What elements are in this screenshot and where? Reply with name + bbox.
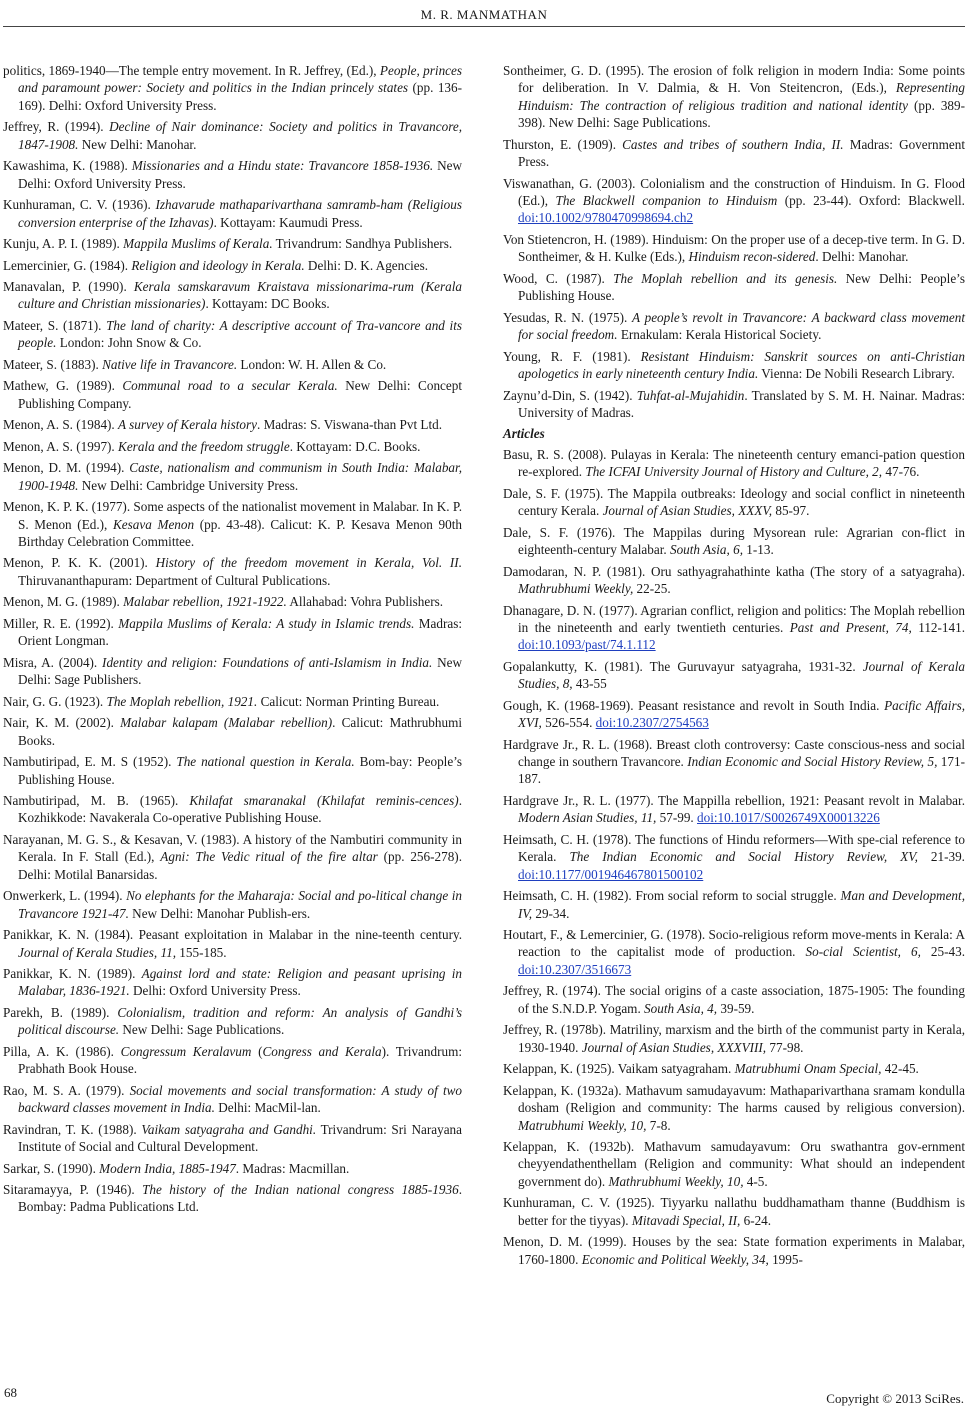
reference-entry: Viswanathan, G. (2003). Colonialism and the construction of Hinduism. In G. Flood (Ed.), The Blackwell companion to Hinduism (pp. 23-44). Oxford: Blackwell. doi:10.1002/9780470998694.ch2 <box>503 175 965 226</box>
reference-entry: Lemercinier, G. (1984). Religion and ideology in Kerala. Delhi: D. K. Agencies. <box>3 257 429 273</box>
reference-entry: Miller, R. E. (1992). Mappila Muslims of Kerala: A study in Islamic trends. Madras: Orient Longman. <box>3 615 462 649</box>
reference-entry: Dale, S. F. (1976). The Mappilas during Mysorean rule: Agrarian con-flict in eighteenth-century Malabar. South Asia, 6, 1-13. <box>503 524 965 558</box>
reference-entry: Kunhuraman, C. V. (1936). Izhavarude mathaparivarthana samramb-ham (Religious conversion enterprise of the Izhavas). Kottayam: Kaumudi Press. <box>3 197 462 230</box>
reference-entry: Menon, D. M. (1999). Houses by the sea: State formation experiments in Malabar, 1760-1800. Economic and Political Weekly, 34, 1995- <box>503 1234 965 1267</box>
reference-entry: Heimsath, C. H. (1978). The functions of Hindu reformers—With spe-cial reference to Kerala. The Indian Economic and Social History Review, XV, 21-39. doi:10.1177/001946467801500102 <box>503 831 965 882</box>
reference-entry: Narayanan, M. G. S., & Kesavan, V. (1983). A history of the Nambutiri community in Kerala. In F. Stall (Ed.), Agni: The Vedic ritual of the fire altar (pp. 256-278). Delhi: Motilal Banarsidas. <box>3 831 462 882</box>
doi-link[interactable]: doi:10.1017/S0026749X00013226 <box>697 810 880 826</box>
reference-entry: Kelappan, K. (1932b). Mathavum samudayavum: Oru swathantra gov-ernment cheyyendathenthellam (Religion and community: What should an independent government do). Mathrubhumi Weekly, 10, 4-5. <box>503 1139 965 1189</box>
reference-entry: Kelappan, K. (1932a). Mathavum samudayavum: Mathaparivarthana sramam kondulla dosham (Religion and community: The harms caused by religious conversion). Matrubhumi Weekly, 10, 7-8. <box>503 1082 965 1133</box>
reference-entry: Ravindran, T. K. (1988). Vaikam satyagraha and Gandhi. Trivandrum: Sri Narayana Institute of Social and Cultural Development. <box>3 1121 463 1155</box>
right-column <box>503 62 965 1272</box>
reference-entry: Mateer, S. (1871). The land of charity: A descriptive account of Tra-vancore and its people. London: John Snow & Co. <box>3 317 462 351</box>
book-references <box>503 62 965 421</box>
reference-entry: Heimsath, C. H. (1982). From social reform to social struggle. Man and Development, IV, 29-34. <box>503 888 965 921</box>
reference-entry: Onwerkerk, L. (1994). No elephants for the Maharaja: Social and po-litical change in Travancore 1921-47. New Delhi: Manohar Publish-ers. <box>3 888 462 921</box>
reference-entry: Kunju, A. P. I. (1989). Mappila Muslims of Kerala. Trivandrum: Sandhya Publishers. <box>3 236 453 252</box>
reference-entry: Pilla, A. K. (1986). Congressum Keralavum (Congress and Kerala). Trivandrum: Prabhath Book House. <box>3 1043 462 1077</box>
reference-entry: Sarkar, S. (1990). Modern India, 1885-1947. Madras: Macmillan. <box>3 1160 350 1176</box>
left-column <box>3 62 462 1220</box>
reference-entry: Jeffrey, R. (1974). The social origins of a caste association, 1875-1905: The founding of the S.N.D.P. Yogam. South Asia, 4, 39-59. <box>503 983 965 1016</box>
reference-entry: Nambutiripad, M. B. (1965). Khilafat smaranakal (Khilafat reminis-cences). Kozhikkode: Navakerala Co-operative Publishing House. <box>3 793 462 826</box>
doi-link[interactable]: doi:10.1093/past/74.1.112 <box>518 637 656 653</box>
reference-entry: Jeffrey, R. (1994). Decline of Nair dominance: Society and politics in Travancore, 1847-1908. New Delhi: Manohar. <box>3 119 463 152</box>
reference-entry: Menon, P. K. K. (2001). History of the freedom movement in Kerala, Vol. II. Thiruvananthapuram: Department of Cultural Publications. <box>3 555 462 588</box>
reference-entry: Zaynu’d-Din, S. (1942). Tuhfat-al-Mujahidin. Translated by S. M. H. Nainar. Madras: University of Madras. <box>503 387 966 420</box>
reference-entry: Houtart, F., & Lemercinier, G. (1978). Socio-religious reform move-ments in Kerala: A reaction to the capitalist mode of production. So-cial Scientist, 6, 25-43. doi:10.2307/3516673 <box>503 927 965 977</box>
reference-entry: Thurston, E. (1909). Castes and tribes of southern India, II. Madras: Government Press. <box>503 136 965 170</box>
reference-entry: Menon, M. G. (1989). Malabar rebellion, 1921-1922. Allahabad: Vohra Publishers. <box>3 594 444 610</box>
reference-entry: Mathew, G. (1989). Communal road to a secular Kerala. New Delhi: Concept Publishing Company. <box>3 378 462 411</box>
reference-entry: Menon, A. S. (1997). Kerala and the freedom struggle. Kottayam: D.C. Books. <box>3 438 421 454</box>
reference-entry: Mateer, S. (1883). Native life in Travancore. London: W. H. Allen & Co. <box>3 356 387 372</box>
page-number: 68 <box>4 1385 17 1400</box>
reference-entry: Panikkar, K. N. (1989). Against lord and state: Religion and peasant uprising in Malabar, 1836-1921. Delhi: Oxford University Press. <box>3 966 462 999</box>
reference-entry: Wood, C. (1987). The Moplah rebellion and its genesis. New Delhi: People’s Publishing House. <box>503 270 965 304</box>
reference-entry: Kunhuraman, C. V. (1925). Tiyyarku nallathu buddhamatham thanne (Buddhism is better for the tiyyas). Mitavadi Special, II, 6-24. <box>503 1195 965 1228</box>
reference-entry: politics, 1869-1940—The temple entry movement. In R. Jeffrey, (Ed.), People, princes and paramount power: Society and politics in the Indian princely states (pp. 136-169). Delhi: Oxford University Press. <box>3 63 462 113</box>
header-rule <box>3 26 965 27</box>
reference-entry: Gopalankutty, K. (1981). The Guruvayur satyagraha, 1931-32. Journal of Kerala Studies, 8, 43-55 <box>503 658 965 692</box>
reference-entry: Sitaramayya, P. (1946). The history of the Indian national congress 1885-1936. Bombay: Padma Publications Ltd. <box>3 1182 462 1215</box>
reference-entry: Kawashima, K. (1988). Missionaries and a Hindu state: Travancore 1858-1936. New Delhi: Oxford University Press. <box>3 158 462 191</box>
reference-entry: Misra, A. (2004). Identity and religion: Foundations of anti-Islamism in India. New Delhi: Sage Publishers. <box>3 654 462 688</box>
reference-entry: Von Stietencron, H. (1989). Hinduism: On the proper use of a decep-tive term. In G. D. Sontheimer, & H. Kulke (Eds.), Hinduism recon-sidered. Delhi: Manohar. <box>503 231 965 265</box>
running-header: M. R. MANMATHAN <box>420 7 548 22</box>
doi-link[interactable]: doi:10.1177/001946467801500102 <box>518 866 704 882</box>
reference-entry: Jeffrey, R. (1978b). Matriliny, marxism and the birth of the communist party in Kerala, 1930-1940. Journal of Asian Studies, XXXVIII, 77-98. <box>503 1022 965 1055</box>
reference-entry: Parekh, B. (1989). Colonialism, tradition and reform: An analysis of Gandhi’s political discourse. New Delhi: Sage Publications. <box>3 1004 462 1038</box>
reference-entry: Dhanagare, D. N. (1977). Agrarian conflict, religion and politics: The Moplah rebellion in the nineteenth and early twentieth centuries. Past and Present, 74, 112-141. doi:10.1093/past/74.1.112 <box>503 602 965 653</box>
reference-entry: Menon, K. P. K. (1977). Some aspects of the nationalist movement in Malabar. In K. P. S. Menon (Ed.), Kesava Menon (pp. 43-48). Calicut: K. P. Kesava Menon 90th Birthday Celebration Committee. <box>3 499 462 549</box>
reference-entry: Young, R. F. (1981). Resistant Hinduism: Sanskrit sources on anti-Christian apologetics in early nineteenth century India. Vienna: De Nobili Research Library. <box>503 348 965 382</box>
copyright-notice: Copyright © 2013 SciRes. <box>826 1391 964 1406</box>
reference-entry: Panikkar, K. N. (1984). Peasant exploitation in Malabar in the nine-teenth century. Journal of Kerala Studies, 11, 155-185. <box>3 927 462 960</box>
reference-entry: Rao, M. S. A. (1979). Social movements and social transformation: A study of two backward classes movement in India. Delhi: MacMil-lan. <box>3 1082 462 1116</box>
reference-entry: Menon, A. S. (1984). A survey of Kerala history. Madras: S. Viswana-than Pvt Ltd. <box>3 417 443 433</box>
articles-heading: Articles <box>503 426 545 442</box>
doi-link[interactable]: doi:10.2307/3516673 <box>518 961 632 977</box>
reference-entry: Hardgrave Jr., R. L. (1977). The Mappilla rebellion, 1921: Peasant revolt in Malabar. Modern Asian Studies, 11, 57-99. doi:10.1017/S0026749X00013226 <box>503 792 965 826</box>
reference-entry: Yesudas, R. N. (1975). A people’s revolt in Travancore: A backward class movement for social freedom. Ernakulam: Kerala Historical Society. <box>503 309 965 343</box>
reference-entry: Manavalan, P. (1990). Kerala samskaravum Kraistava missionarima-rum (Kerala culture and Christian missionaries). Kottayam: DC Books. <box>3 279 462 312</box>
reference-entry: Hardgrave Jr., R. L. (1968). Breast cloth controversy: Caste conscious-ness and social change in southern Travancore. Indian Economic and Social History Review, 5, 171-187. <box>503 736 965 787</box>
doi-link[interactable]: doi:10.2307/2754563 <box>595 715 709 731</box>
doi-link[interactable]: doi:10.1002/9780470998694.ch2 <box>518 210 694 226</box>
reference-entry: Dale, S. F. (1975). The Mappila outbreaks: Ideology and social conflict in nineteenth century Kerala. Journal of Asian Studies, XXXV, 85-97. <box>503 485 965 519</box>
reference-entry: Kelappan, K. (1925). Vaikam satyagraham. Matrubhumi Onam Special, 42-45. <box>503 1061 919 1077</box>
reference-entry: Damodaran, N. P. (1981). Oru sathyagrahathinte katha (The story of a satyagraha). Mathrubhumi Weekly, 22-25. <box>503 563 965 596</box>
reference-entry: Nair, K. M. (2002). Malabar kalapam (Malabar rebellion). Calicut: Mathrubhumi Books. <box>3 715 462 748</box>
reference-entry: Basu, R. S. (2008). Pulayas in Kerala: The nineteenth century emanci-pation question re-explored. The ICFAI University Journal of History and Culture, 2, 47-76. <box>503 446 965 480</box>
reference-entry: Menon, D. M. (1994). Caste, nationalism and communism in South India: Malabar, 1900-1948. New Delhi: Cambridge University Press. <box>3 460 462 493</box>
reference-entry: Gough, K. (1968-1969). Peasant resistance and revolt in South India. Pacific Affairs, XVI, 526-554. doi:10.2307/2754563 <box>503 697 966 731</box>
reference-entry: Nambutiripad, E. M. S (1952). The national question in Kerala. Bom-bay: People’s Publishing House. <box>3 754 462 787</box>
article-references <box>503 446 965 1268</box>
reference-entry: Sontheimer, G. D. (1995). The erosion of folk religion in modern India: Some points for deliberation. In V. Dalmia, & H. Von Steitencron, (Eds.), Representing Hinduism: The contraction of religious tradition and national identity (pp. 389-398). New Delhi: Sage Publications. <box>503 63 965 131</box>
reference-entry: Nair, G. G. (1923). The Moplah rebellion, 1921. Calicut: Norman Printing Bureau. <box>3 693 440 709</box>
